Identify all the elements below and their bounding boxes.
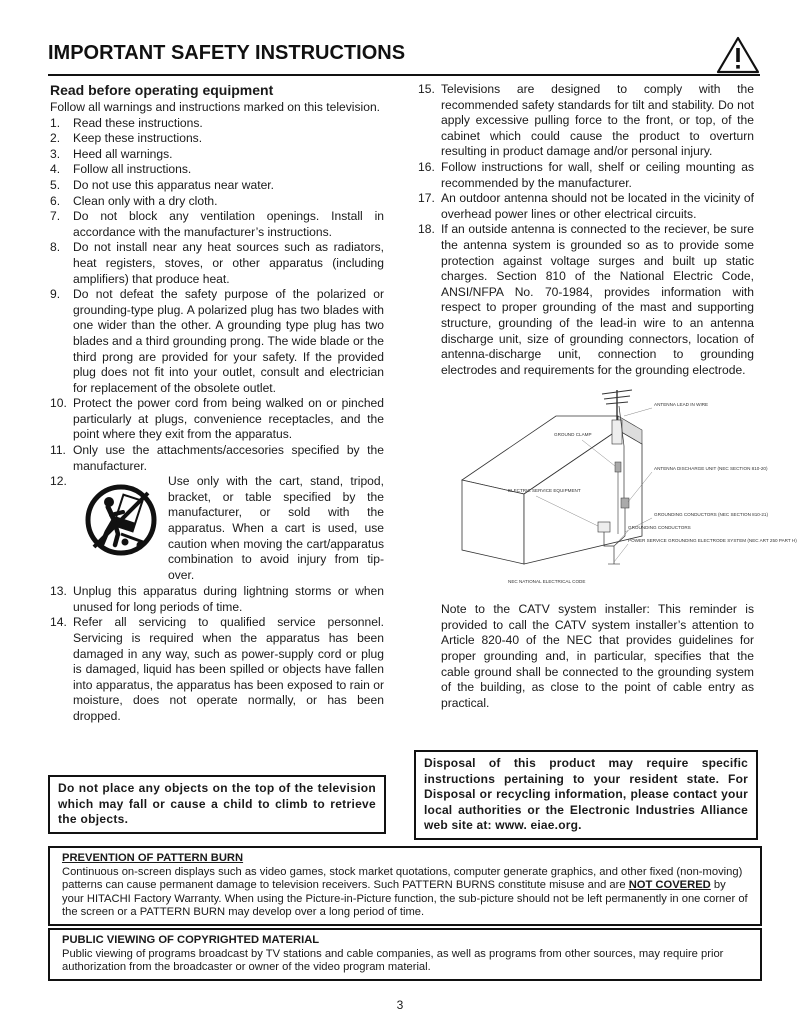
pattern-burn-text-a: Continuous on-screen displays such as video games, stock market quotations, computer generate graphics, and other fixed (non-moving) patterns can cause permanent damage to television receivers. Such PATTERN BURNS constitute misuse and are <box>62 865 743 892</box>
list-item <box>50 194 384 210</box>
label-power-service: POWER SERVICE GROUNDING ELECTRODE SYSTEM (NEC ART 250 PART H) <box>628 538 797 544</box>
public-viewing-text: Public viewing of programs broadcast by TV stations and cable companies, as well as programs from other sources, may require prior authorization from the broadcaster or owner of the video program material. <box>62 947 724 974</box>
item-text: Do not defeat the safety purpose of the polarized or grounding-type plug. A polarized plug has two blades with one wider than the other. A grounding type plug has two blades and a third grounding prong. The wide blade or the third prong are provided for your safety. If the provided plug does not fit into your outlet, consult and electrician for replacement of the obsolete outlet. <box>73 287 384 395</box>
list-item-cart <box>50 474 384 584</box>
antenna-grounding-diagram <box>418 386 797 588</box>
label-ground-clamp: GROUND CLAMP <box>554 432 592 438</box>
item-number: 7. <box>50 209 61 224</box>
item-text: Use only with the cart, stand, tripod, bracket, or table specified by the manufacturer, or sold with the apparatus. When a cart is used, use caution when moving the cart/apparatus combination to avoid injury from tip-over. <box>168 474 384 582</box>
public-viewing-panel <box>48 928 762 981</box>
section-heading: Read before operating equipment <box>50 82 274 98</box>
item-text: Keep these instructions. <box>73 131 203 146</box>
item-number: 12. <box>50 474 67 489</box>
catv-installer-note: Note to the CATV system installer: This reminder is provided to call the CATV system installer’s attention to Article 820-40 of the NEC that provides guidelines for proper grounding and, in particular, specifies that the cable ground shall be connected to the grounding system of the building, as close to the point of cable entry as practical. <box>441 602 754 710</box>
item-number: 3. <box>50 146 61 161</box>
label-nec: NEC NATIONAL ELECTRICAL CODE <box>508 579 586 585</box>
item-text: Read these instructions. <box>73 115 203 130</box>
right-column <box>418 82 797 711</box>
list-item <box>418 82 754 160</box>
label-discharge-unit: ANTENNA DISCHARGE UNIT (NEC SECTION 810-20) <box>654 466 768 472</box>
list-item <box>50 443 384 474</box>
item-text: An outdoor antenna should not be located in the vicinity of overhead power lines or other electrical circuits. <box>441 191 754 221</box>
item-number: 1. <box>50 115 61 130</box>
item-number: 9. <box>50 287 61 302</box>
item-number: 18. <box>418 222 435 237</box>
item-text: Protect the power cord from being walked on or pinched particularly at plugs, convenience receptacles, and the point where they exit from the apparatus. <box>73 396 384 442</box>
list-item <box>50 178 384 194</box>
list-item <box>50 162 384 178</box>
list-item <box>418 160 754 191</box>
pattern-burn-panel <box>48 846 762 926</box>
pattern-burn-text <box>62 866 750 920</box>
item-number: 4. <box>50 162 61 177</box>
title-underline <box>48 74 760 76</box>
instructions-list-right <box>418 82 754 378</box>
not-covered-emphasis: NOT COVERED <box>628 879 711 892</box>
page-title: IMPORTANT SAFETY INSTRUCTIONS <box>48 42 406 64</box>
item-number: 6. <box>50 193 61 208</box>
list-item <box>50 615 384 724</box>
list-item <box>50 584 384 615</box>
list-item <box>50 287 384 396</box>
intro-text: Follow all warnings and instructions marked on this television. <box>50 100 381 114</box>
list-item <box>50 116 384 132</box>
item-text: Follow all instructions. <box>73 162 192 177</box>
item-number: 8. <box>50 240 61 255</box>
item-text: Do not use this apparatus near water. <box>73 177 275 192</box>
item-text: Only use the attachments/accesories specified by the manufacturer. <box>73 443 384 473</box>
cart-tipover-icon <box>85 482 157 558</box>
warning-triangle-icon <box>716 36 760 74</box>
item-text: Heed all warnings. <box>73 146 173 161</box>
item-text: Clean only with a dry cloth. <box>73 193 218 208</box>
label-electric-service: ELECTRIC SERVICE EQUIPMENT <box>508 488 581 494</box>
item-number: 15. <box>418 82 435 96</box>
item-text: Televisions are designed to comply with the recommended safety standards for tilt and stability. Do not apply excessive pulling force to the front, or top, of the cabinet which could cause the product to overturn resulting in product damage and/or personal injury. <box>441 82 754 159</box>
item-number: 2. <box>50 131 61 146</box>
item-number: 17. <box>418 191 435 206</box>
item-number: 10. <box>50 396 67 411</box>
list-item <box>50 240 384 287</box>
pattern-burn-heading: PREVENTION OF PATTERN BURN <box>62 852 244 864</box>
instructions-list-left-cont <box>50 584 384 724</box>
item-number: 5. <box>50 177 61 192</box>
instructions-list-left <box>50 116 384 475</box>
item-number: 14. <box>50 615 67 630</box>
label-grounding-conductors-nec: GROUNDING CONDUCTORS (NEC SECTION 810-21) <box>654 512 769 518</box>
disposal-box: Disposal of this product may require specific instructions pertaining to your resident state. For Disposal or recycling information, please contact your local authorities or the Electronic Industries Alliance web site at: www. eiae.org. <box>414 750 758 840</box>
label-grounding-conductors: GROUNDING CONDUCTORS <box>628 525 691 531</box>
item-text: Refer all servicing to qualified service personnel. Servicing is required when the apparatus has been damaged in any way, such as power-supply cord or plug is damaged, liquid has been spilled or objects have fallen into apparatus, the apparatus has been exposed to rain or moisture, does not operate normally, or has been dropped. <box>73 615 384 723</box>
item-text: Do not install near any heat sources such as radiators, heat registers, stoves, or other apparatus (including amplifiers) that produce heat. <box>73 240 384 286</box>
list-item <box>50 209 384 240</box>
child-warning-box: Do not place any objects on the top of the television which may fall or cause a child to climb to retrieve the objects. <box>48 775 386 834</box>
left-column <box>50 82 384 725</box>
item-number: 11. <box>50 443 66 458</box>
list-item <box>50 147 384 163</box>
page-header <box>48 36 760 84</box>
item-number: 16. <box>418 159 435 174</box>
public-viewing-heading: PUBLIC VIEWING OF COPYRIGHTED MATERIAL <box>62 934 320 946</box>
list-item <box>50 131 384 147</box>
cart-warning-figure <box>73 474 168 584</box>
label-antenna-lead: ANTENNA LEAD IN WIRE <box>654 402 709 408</box>
item-number: 13. <box>50 584 67 599</box>
page-number: 3 <box>396 998 404 1012</box>
item-text: Follow instructions for wall, shelf or ceiling mounting as recommended by the manufacturer. <box>441 159 754 190</box>
list-item <box>50 396 384 443</box>
pattern-burn-text-b: by your HITACHI Factory Warranty. When using the Picture-in-Picture function, the sub-picture should not be left permanently in one corner of the screen or a PATTERN BURN may develop over a long period of time. <box>62 879 748 919</box>
item-text: Unplug this apparatus during lightning storms or when unused for long periods of time. <box>73 584 384 614</box>
list-item <box>418 222 754 378</box>
item-text: If an outside antenna is connected to the reciever, be sure the antenna system is grounded so as to provide some protection against voltage surges and built up static charges. Section 810 of the National Electric Code, ANSI/NFPA No. 70-1984, provides information with respect to proper grounding of the mast and supporting structure, grounding of the lead-in wire to an antenna discharge unit, size of grounding connectors, location of antenna-discharge unit, connection to grounding electrodes and requirements for the grounding electrode. <box>441 222 754 377</box>
item-text: Do not block any ventilation openings. Install in accordance with the manufacturer’s instructions. <box>73 209 384 239</box>
list-item <box>418 191 754 222</box>
